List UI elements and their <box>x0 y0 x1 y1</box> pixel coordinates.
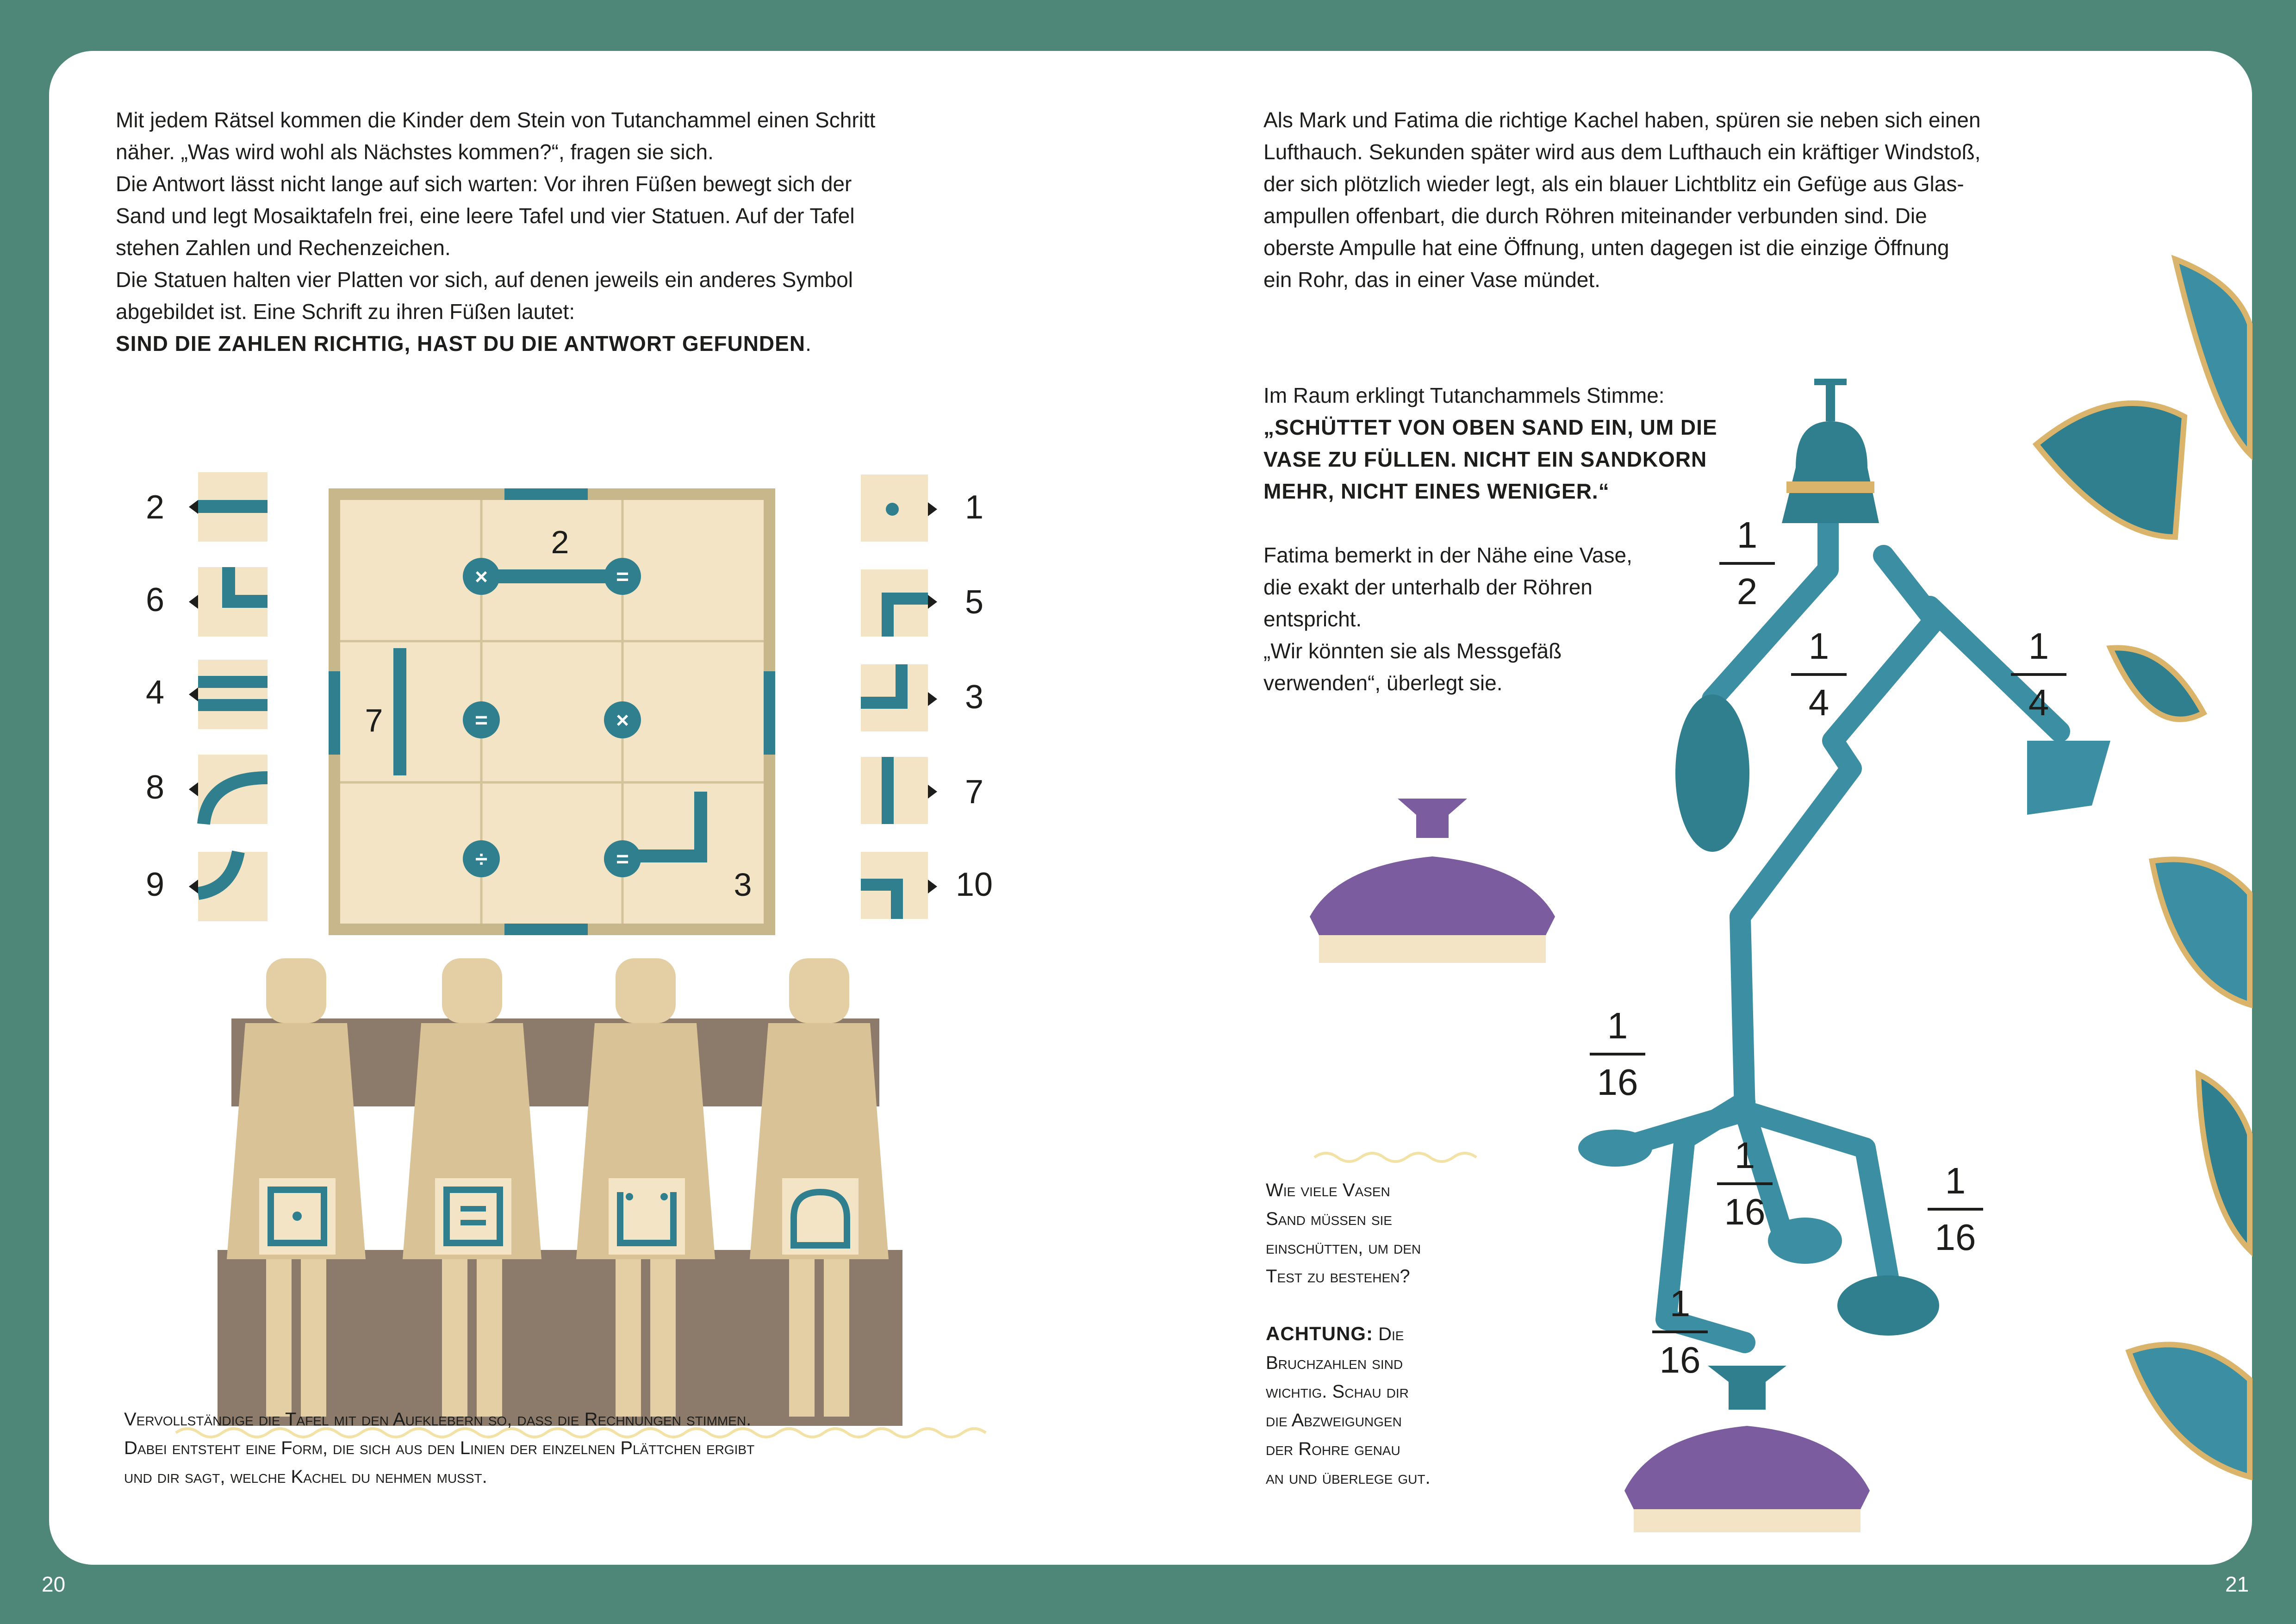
arc-down-icon <box>189 852 268 921</box>
quote-line: MEHR, NICHT EINES WENIGER.“ <box>1263 479 1610 503</box>
warning-first-line: ACHTUNG: Die <box>1266 1323 1404 1344</box>
fatima-line: verwenden“, überlegt sie. <box>1263 671 1503 695</box>
tile-number-right: 10 <box>955 866 993 903</box>
inscription: SIND DIE ZAHLEN RICHTIG, HAST DU DIE ANTWORT GEFUNDEN <box>116 331 806 356</box>
fraction-middle: 1 4 <box>1784 625 1854 724</box>
tile-number-right: 1 <box>964 489 984 526</box>
tile-number-right: 7 <box>964 774 984 811</box>
left-task-text <box>124 1405 1077 1491</box>
fraction-right-low: 1 16 <box>1921 1160 1990 1259</box>
task-line: und dir sagt, welche Kachel du nehmen musst. <box>124 1467 487 1487</box>
operator: × <box>474 565 488 589</box>
quote-line: VASE ZU FÜLLEN. NICHT EIN SANDKORN <box>1263 447 1707 471</box>
corner-down-right-icon <box>189 567 268 637</box>
operator: × <box>616 708 629 733</box>
operator: = <box>616 565 629 589</box>
fatima-line: entspricht. <box>1263 607 1362 631</box>
tile-number-left: 6 <box>145 581 165 618</box>
fraction-bottom: 1 16 <box>1645 1282 1715 1381</box>
fraction-top: 1 2 <box>1712 514 1782 613</box>
left-flask <box>1675 694 1749 852</box>
operator: = <box>616 847 629 872</box>
vertical-bar-icon <box>861 757 937 824</box>
low-flask-left <box>1578 1130 1652 1167</box>
intro-line: stehen Zahlen und Rechenzeichen. <box>116 236 451 260</box>
right-task-text <box>1266 1176 1506 1492</box>
task-line: Vervollständige die Tafel mit den Aufklebern so, dass die Rechnungen stimmen. <box>124 1409 752 1430</box>
fraction-middle-low: 1 16 <box>1710 1134 1780 1233</box>
warning-line: wichtig. Schau dir <box>1266 1381 1409 1402</box>
tile-number-right: 5 <box>964 584 984 621</box>
tile-number-right: 3 <box>964 679 984 716</box>
fraction-left-low: 1 16 <box>1583 1005 1652 1104</box>
question-line: Test zu bestehen? <box>1266 1266 1410 1287</box>
intro-line: ein Rohr, das in einer Vase mündet. <box>1263 268 1600 292</box>
voice-intro: Im Raum erklingt Tutanchammels Stimme: <box>1263 383 1665 407</box>
intro-line: Lufthauch. Sekunden später wird aus dem Lufthauch ein kräftiger Windstoß, <box>1263 140 1981 164</box>
intro-line: oberste Ampulle hat eine Öffnung, unten dagegen ist die einzige Öffnung <box>1263 236 1949 260</box>
corner-top-right-icon <box>861 852 937 919</box>
operator: ÷ <box>475 847 488 872</box>
statues <box>218 958 902 1426</box>
question-line: einschütten, um den <box>1266 1237 1421 1258</box>
warning-line: Bruchzahlen sind <box>1266 1353 1403 1373</box>
warning-line: an und überlege gut. <box>1266 1468 1431 1488</box>
intro-line: der sich plötzlich wieder legt, als ein blauer Lichtblitz ein Gefüge aus Glas- <box>1263 172 1964 196</box>
tile-number-left: 9 <box>145 866 165 903</box>
bottom-vase <box>1624 1366 1870 1532</box>
warning-line: die Abzweigungen <box>1266 1410 1402 1430</box>
horizontal-bar-icon <box>189 472 268 542</box>
warning-head: ACHTUNG: <box>1266 1323 1373 1344</box>
page-number-left: 20 <box>42 1572 66 1596</box>
fatima-line: Fatima bemerkt in der Nähe eine Vase, <box>1263 543 1632 567</box>
question-line: Sand müssen sie <box>1266 1209 1392 1229</box>
intro-line: Sand und legt Mosaiktafeln frei, eine leere Tafel und vier Statuen. Auf der Tafel <box>116 204 855 228</box>
low-flask-right <box>1837 1275 1939 1336</box>
tile-number-left: 2 <box>145 489 165 526</box>
intro-line: Als Mark und Fatima die richtige Kachel haben, spüren sie neben sich einen <box>1263 108 1981 132</box>
board-number-bottom: 3 <box>734 867 752 903</box>
tile-number-left: 4 <box>145 674 165 711</box>
warning-line: der Rohre genau <box>1266 1439 1400 1459</box>
intro-line: Die Statuen halten vier Platten vor sich, auf denen jeweils ein anderes Symbol <box>116 268 853 292</box>
quote-line: „SCHÜTTET VON OBEN SAND EIN, UM DIE <box>1263 415 1717 439</box>
board-number-top: 2 <box>551 524 569 560</box>
dot-icon <box>861 475 937 542</box>
intro-line: Die Antwort lässt nicht lange auf sich warten: Vor ihren Füßen bewegt sich der <box>116 172 852 196</box>
intro-line: ampullen offenbart, die durch Röhren miteinander verbunden sind. Die <box>1263 204 1927 228</box>
fatima-line: „Wir könnten sie als Messgefäß <box>1263 639 1562 663</box>
top-ampoule <box>1782 379 1879 523</box>
question-line: Wie viele Vasen <box>1266 1180 1390 1200</box>
page-number-right: 21 <box>2225 1572 2249 1596</box>
right-flask <box>2027 741 2110 815</box>
board-number-left: 7 <box>365 702 383 738</box>
fatima-text <box>1263 539 1745 699</box>
purple-vase <box>1310 799 1555 963</box>
intro-line: Mit jedem Rätsel kommen die Kinder dem Stein von Tutanchammel einen Schritt <box>116 108 876 132</box>
task-line: Dabei entsteht eine Form, die sich aus den Linien der einzelnen Plättchen ergibt <box>124 1438 755 1458</box>
intro-line: näher. „Was wird wohl als Nächstes kommen?“, fragen sie sich. <box>116 140 714 164</box>
lotus-decoration <box>2036 259 2250 1477</box>
intro-line: abgebildet ist. Eine Schrift zu ihren Füßen lautet: <box>116 300 575 324</box>
wave-divider-right <box>1314 1153 1476 1162</box>
fatima-line: die exakt der unterhalb der Röhren <box>1263 575 1593 599</box>
right-intro-text <box>1263 104 2106 296</box>
fraction-right: 1 4 <box>2004 625 2073 724</box>
tile-number-left: 8 <box>145 769 165 806</box>
corner-top-left-icon <box>861 569 937 637</box>
inscription-line: SIND DIE ZAHLEN RICHTIG, HAST DU DIE ANTWORT GEFUNDEN. <box>116 331 811 356</box>
corner-bottom-left-icon <box>861 664 937 731</box>
arc-up-icon <box>189 755 268 824</box>
double-bar-icon <box>189 660 268 729</box>
operator: = <box>474 708 488 733</box>
voice-quote <box>1263 380 1773 507</box>
